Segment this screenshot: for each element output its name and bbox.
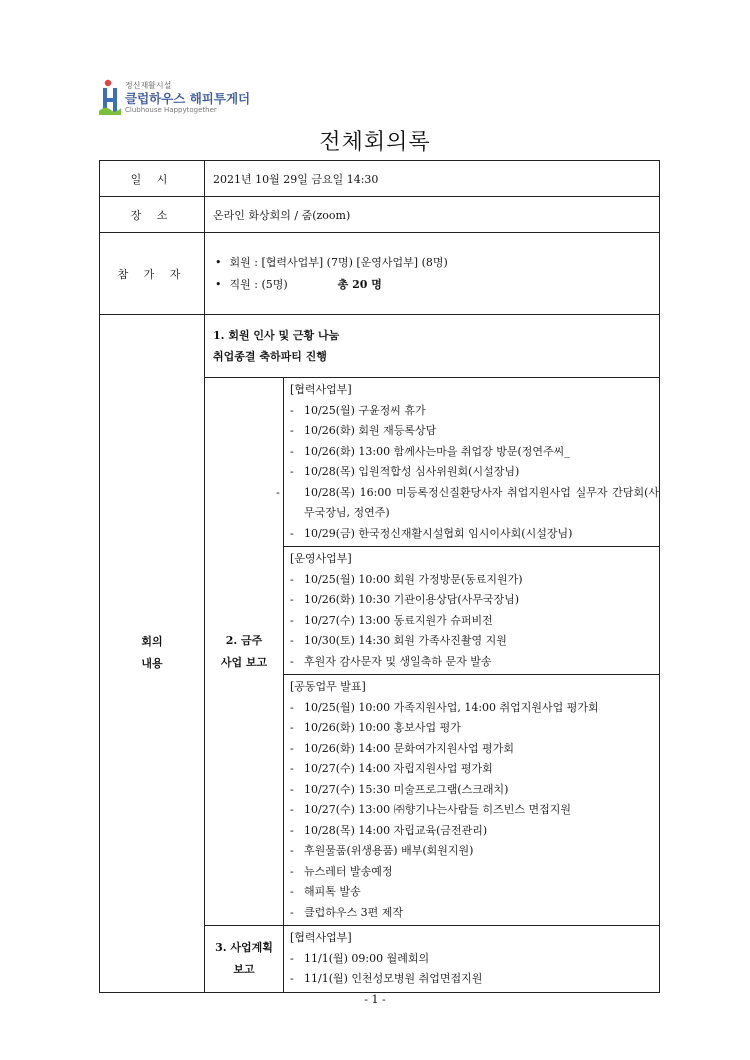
section1-cell	[205, 315, 660, 378]
list-item: - 10/25(월) 구윤정씨 휴가	[290, 403, 426, 417]
list-item: - 10/26(화) 회원 재등록상담	[290, 424, 437, 437]
logo-english: Clubhouse Happytogether	[125, 106, 217, 114]
place-row	[100, 197, 660, 233]
list-item: - 10/28(목) 입원적합성 심사위원회(시설장님)	[290, 465, 520, 478]
list-item: - 10/26(화) 13:00 함께사는마을 취업장 방문(정연주씨_	[290, 444, 570, 458]
operation-box	[284, 547, 660, 675]
section1-row	[100, 315, 660, 378]
date-label: 일 시	[100, 161, 205, 197]
list-item: - 후원물품(위생용품) 배부(회원지원)	[290, 844, 474, 857]
common-box	[284, 675, 660, 926]
date-value: 2021년 10월 29일 금요일 14:30	[205, 161, 660, 197]
list-item: - 10/27(수) 15:30 미술프로그램(스크래치)	[290, 782, 509, 796]
document-title: 전체회의록	[319, 130, 431, 155]
section1-title: 1. 회원 인사 및 근황 나눔	[213, 329, 340, 342]
section2-label-line1: 2. 금주	[225, 633, 263, 647]
attendees-staff	[215, 274, 649, 296]
list-item: - 10/27(수) 13:00 ㈜향기나는사람들 히즈빈스 면접지원	[290, 803, 571, 816]
attendees-staff-text: 직원 : (5명)	[229, 277, 288, 291]
list-item: - 클럽하우스 3편 제작	[290, 905, 403, 919]
attendees-label: 참 가 자	[100, 233, 205, 315]
clubhouse-logo-icon	[99, 78, 121, 116]
list-item: - 뉴스레터 발송예정	[290, 864, 393, 878]
list-item: - 10/30(토) 14:30 회원 가족사진촬영 지원	[290, 634, 507, 647]
list-item: - 10/25(월) 10:00 가족지원사업, 14:00 취업지원사업 평가회	[290, 700, 599, 714]
section2-label	[205, 378, 284, 926]
section3-label	[205, 926, 284, 993]
minutes-table	[99, 160, 660, 993]
attendees-total: 총 20 명	[337, 277, 382, 291]
list-item: - 10/27(수) 13:00 동료지원가 슈퍼비전	[290, 613, 493, 627]
list-item: - 10/26(화) 10:30 기관이용상담(사무국장님)	[290, 593, 520, 606]
common-header: [공동업무 발표]	[290, 680, 366, 693]
section3-label-line2: 보고	[233, 962, 255, 976]
section2-label-line2: 사업 보고	[220, 655, 268, 669]
place-value: 온라인 화상회의 / 줌(zoom)	[205, 197, 660, 233]
list-item: - 후원자 감사문자 및 생일축하 문자 발송	[290, 654, 492, 668]
content-label-line1: 회의	[141, 635, 163, 649]
list-item: - 10/25(월) 10:00 회원 가정방문(동료지원가)	[290, 572, 523, 586]
logo-subtitle: 정신재활시설	[125, 81, 172, 90]
list-item: - 10/26(화) 14:00 문화여가지원사업 평가회	[290, 741, 514, 755]
list-item: - 10/28(목) 14:00 자립교육(금전관리)	[290, 823, 488, 837]
attendees-value	[205, 233, 660, 315]
content-label	[100, 315, 205, 993]
list-item: - 10/26(화) 10:00 홍보사업 평가	[290, 721, 461, 734]
content-label-line2: 내용	[141, 657, 163, 671]
list-item: - 10/29(금) 한국정신재활시설협회 임시이사회(시설장님)	[290, 526, 573, 540]
list-item: - 10/28(목) 16:00 미등록정신질환당사자 취업지원사업 실무자 간담회(사무국장님, 정연주)	[276, 485, 659, 519]
date-row	[100, 161, 660, 197]
plan-box	[284, 926, 660, 993]
list-item: - 해피톡 발송	[290, 885, 361, 898]
cooperation-box	[276, 378, 660, 547]
list-item: - 10/27(수) 14:00 자립지원사업 평가회	[290, 762, 493, 775]
place-label: 장 소	[100, 197, 205, 233]
list-item: - 11/1(월) 09:00 월례회의	[290, 951, 430, 965]
operation-header: [운영사업부]	[290, 552, 352, 565]
plan-header: [협력사업부]	[290, 931, 352, 944]
attendees-members: • 회원 : [협력사업부] (7명) [운영사업부] (8명)	[215, 252, 649, 274]
page-number: - 1 -	[364, 993, 386, 1006]
attendees-row	[100, 233, 660, 315]
list-item: - 11/1(월) 인천성모병원 취업면접지원	[290, 972, 483, 985]
section1-subtitle: 취업종결 축하파티 진행	[213, 350, 327, 363]
logo-name: 클럽하우스 해피투게더	[125, 91, 251, 106]
section3-label-line1: 3. 사업계획	[215, 940, 273, 954]
cooperation-header: [협력사업부]	[290, 383, 352, 396]
